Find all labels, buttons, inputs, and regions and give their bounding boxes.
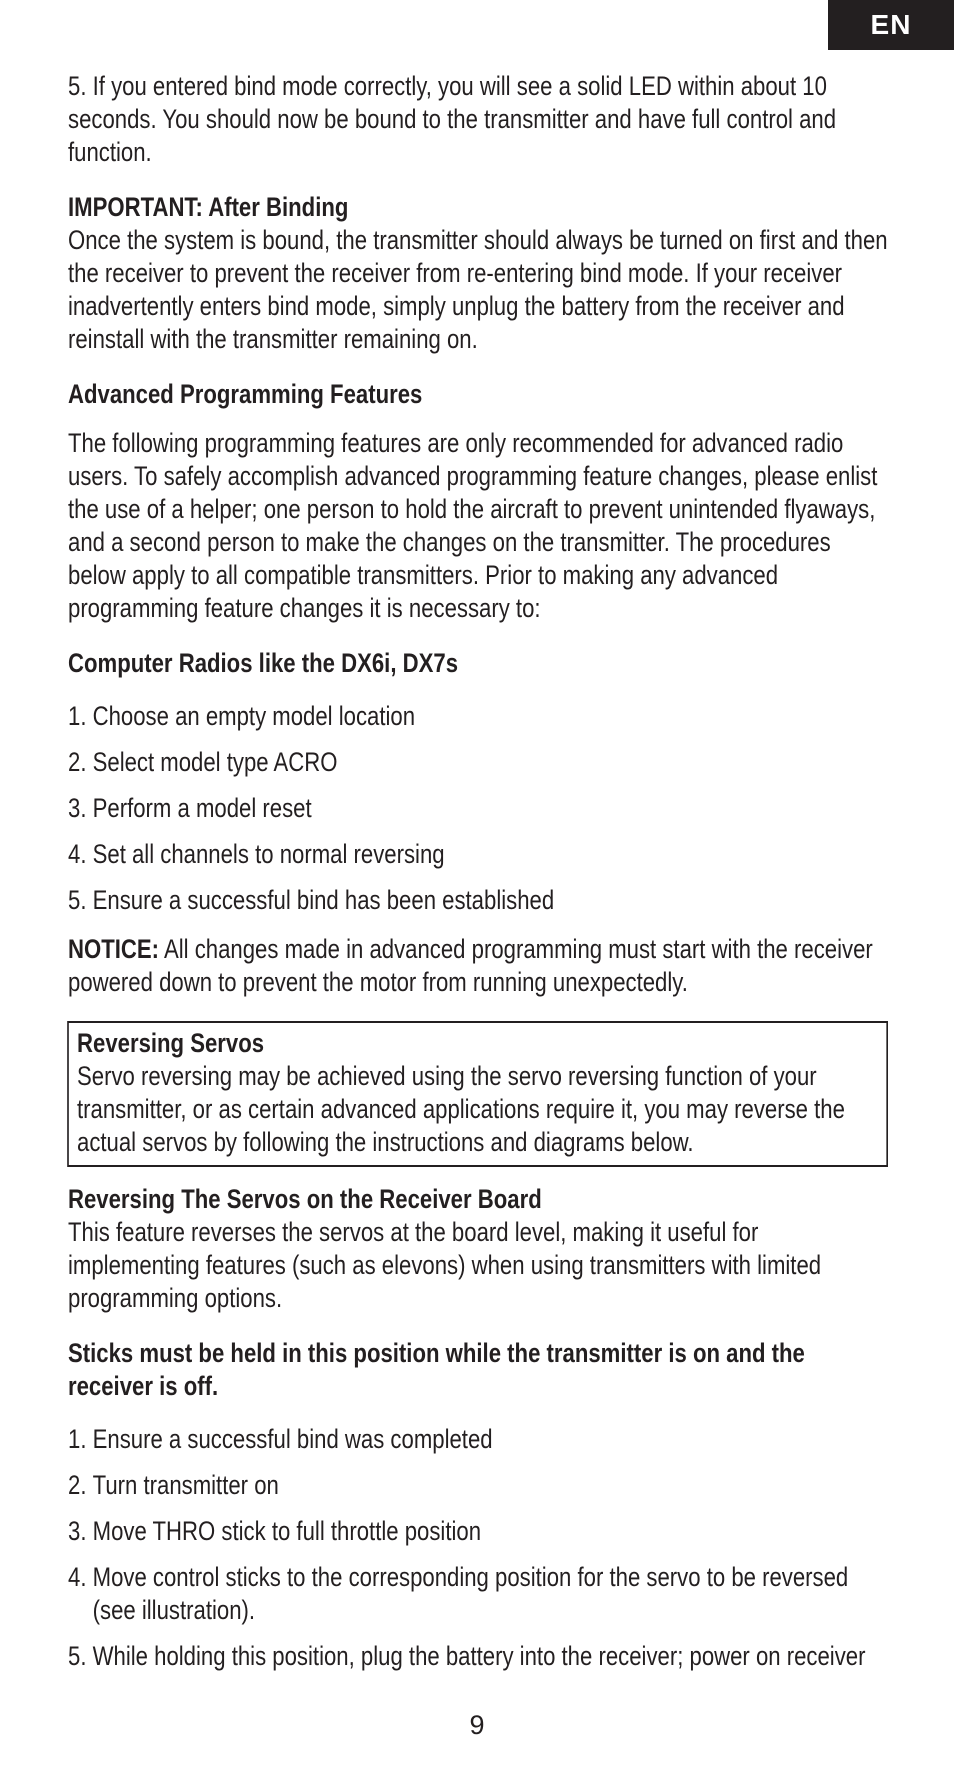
list-text: Turn transmitter on [92,1470,279,1500]
list-item [68,1423,888,1456]
list-number: 1. [68,1424,93,1454]
list-item: 2. Select model type ACRO [68,747,338,777]
list-item: 1. Choose an empty model location [68,701,416,731]
list-number: 2. [68,1470,93,1500]
receiver-board-heading: Reversing The Servos on the Receiver Board [68,1184,542,1214]
reversing-servos-heading: Reversing Servos [77,1028,265,1058]
notice-paragraph [68,933,888,999]
list-text: While holding this position, plug the battery into the receiver; power on receiver [92,1641,866,1671]
list-number: 5. [68,1641,93,1671]
advanced-programming-body: The following programming features are only recommended for advanced radio users. To safely accomplish advanced programming feature changes, please enlist the use of a helper; one person to hold the aircraft to prevent unintended flyaways, and a second person to make the changes on the transmitter. The procedures below apply to all compatible transmitters. Prior to making any advanced programming feature changes it is necessary to: [68,428,878,623]
page-number: 9 [469,1710,485,1740]
notice-text: All changes made in advanced programming must start with the receiver powered down to prevent the motor from running unexpectedly. [68,934,873,997]
after-binding-heading: IMPORTANT: After Binding [68,192,349,222]
list-text: Move control sticks to the corresponding position for the servo to be reversed (see illustration). [92,1562,849,1625]
list-item: 3. Perform a model reset [68,793,312,823]
computer-radios-heading: Computer Radios like the DX6i, DX7s [68,648,459,678]
language-tab: EN [828,0,954,50]
list-item [68,1469,888,1502]
reversing-servos-box [67,1021,888,1167]
list-item [68,1640,888,1673]
sticks-warning: Sticks must be held in this position while the transmitter is on and the receiver is off. [68,1338,805,1401]
list-item [68,1515,888,1548]
page-content [68,70,888,1673]
list-text: Move THRO stick to full throttle position [92,1516,482,1546]
list-item: 5. Ensure a successful bind has been established [68,885,555,915]
notice-label: NOTICE: [68,934,160,964]
text-column [68,70,888,1673]
list-text: Ensure a successful bind was completed [92,1424,493,1454]
list-item [68,1561,888,1627]
bind-step-5: 5. If you entered bind mode correctly, you will see a solid LED within about 10 seconds. You should now be bound to the transmitter and have full control and function. [68,71,837,167]
list-item: 4. Set all channels to normal reversing [68,839,445,869]
advanced-programming-heading: Advanced Programming Features [68,379,423,409]
receiver-board-body: This feature reverses the servos at the board level, making it useful for implementing features (such as elevons) when using transmitters with limited programming options. [68,1217,822,1313]
list-number: 4. [68,1562,93,1592]
reversing-servos-body: Servo reversing may be achieved using the servo reversing function of your transmitter, or as certain advanced applications require it, you may reverse the actual servos by following the instructions and diagrams below. [77,1061,845,1157]
after-binding-body: Once the system is bound, the transmitter should always be turned on first and then the receiver to prevent the receiver from re-entering bind mode. If your receiver inadvertently enters bind mode, simply unplug the battery from the receiver and reinstall with the transmitter remaining on. [68,225,888,354]
list-number: 3. [68,1516,93,1546]
